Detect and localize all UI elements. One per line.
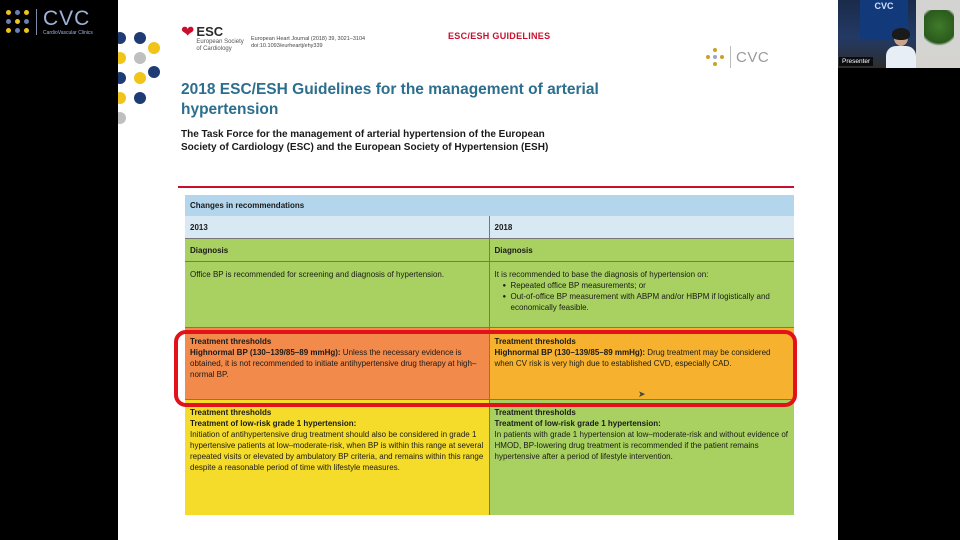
esc-subtitle-1: European Society [196, 39, 244, 45]
cvc-tagline: CardioVascular Clinics [43, 30, 93, 36]
lowrisk-label-2013: Treatment thresholds [190, 408, 272, 417]
banner-text: CVC [874, 1, 894, 11]
lowrisk-2013-text: Initiation of antihypertensive drug treatment should also be considered in grade 1 hypertensive patients at low–moderate-risk, when BP is within this range at several repeated visits or elevated by ambulatory BP criteria, and remains within this range despite a reasonable period of time with lifestyle measures. [190, 430, 484, 472]
diagnosis-bullet: ● Repeated office BP measurements; or [503, 280, 790, 291]
cvc-corner-logo [6, 8, 93, 36]
diagnosis-label-2018: Diagnosis [490, 238, 795, 261]
lowrisk-2018-text: In patients with grade 1 hypertension at low–moderate-risk and without evidence of HMOD, BP-lowering drug treatment is recommended if the patient remains hypertensive after a period of lifestyle intervention. [494, 430, 789, 461]
threshold-label-2013: Treatment thresholds [190, 337, 272, 346]
diagnosis-bullet: ● Out-of-office BP measurement with ABPM and/or HBPM if logistically and economically feasible. [503, 291, 790, 313]
diagnosis-label-2013: Diagnosis [185, 238, 490, 261]
journal-ref-line-1: European Heart Journal (2018) 39, 3021–3104 [251, 36, 366, 42]
lowrisk-2018-cell [490, 399, 795, 515]
decorative-dots-icon [118, 28, 168, 128]
cvc-slide-logo-text: CVC [736, 48, 770, 66]
red-divider [178, 186, 794, 188]
threshold-label-2018: Treatment thresholds [494, 337, 576, 346]
lowrisk-label-2018: Treatment thresholds [494, 408, 576, 417]
cvc-dots-icon [6, 10, 30, 34]
lowrisk-sub-2018: Treatment of low-risk grade 1 hypertension: [494, 419, 661, 428]
plant-icon [924, 10, 954, 50]
column-2018: 2018 [490, 216, 795, 238]
highnormal-2013-text: Unless the necessary evidence is obtained, it is not recommended to initiate antihypertensive drug therapy at high–normal BP. [190, 348, 477, 379]
journal-ref-line-2: doi:10.1093/eurheartj/ehy339 [251, 43, 323, 49]
highlight-annotation [174, 330, 797, 407]
highnormal-2018-text: Drug treatment may be considered when CV risk is very high due to established CVD, especially CAD. [494, 348, 771, 368]
esc-name: ESC [196, 24, 224, 39]
highnormal-2013-bold: Highnormal BP (130–139/85–89 mmHg): [190, 348, 341, 357]
mouse-cursor-icon: ➤ [638, 389, 646, 399]
left-sidebar-strip [0, 0, 118, 540]
cvc-slide-logo [706, 46, 769, 68]
logo-divider [36, 9, 37, 35]
column-2013: 2013 [185, 216, 490, 238]
journal-reference [251, 36, 391, 50]
presentation-slide [118, 0, 838, 540]
diagnosis-2013-text: Office BP is recommended for screening and diagnosis of hypertension. [185, 261, 490, 327]
lowrisk-sub-2013: Treatment of low-risk grade 1 hypertension: [190, 419, 357, 428]
highnormal-2018-bold: Highnormal BP (130–139/85–89 mmHg): [494, 348, 646, 357]
heart-icon: ❤ [181, 24, 195, 41]
cvc-brand: CVC [43, 7, 91, 30]
slide-title: 2018 ESC/ESH Guidelines for the management of arterial hypertension [181, 81, 599, 118]
esc-logo [181, 25, 244, 53]
esc-subtitle-2: of Cardiology [196, 46, 232, 52]
slide-subtitle: The Task Force for the management of arterial hypertension of the European Society of Cardiology (ESC) and the European Society of Hypertension (ESH) [181, 129, 549, 153]
presenter-avatar [886, 30, 916, 68]
guidelines-label: ESC/ESH GUIDELINES [448, 31, 551, 41]
diagnosis-2018-intro: It is recommended to base the diagnosis of hypertension on: [494, 270, 709, 279]
presenter-label: Presenter [839, 57, 873, 66]
cvc-cross-icon [706, 48, 724, 66]
presenter-webcam[interactable] [838, 0, 960, 68]
table-header: Changes in recommendations [185, 195, 794, 216]
lowrisk-2013-cell [185, 399, 490, 515]
diagnosis-2018-cell [490, 261, 795, 327]
